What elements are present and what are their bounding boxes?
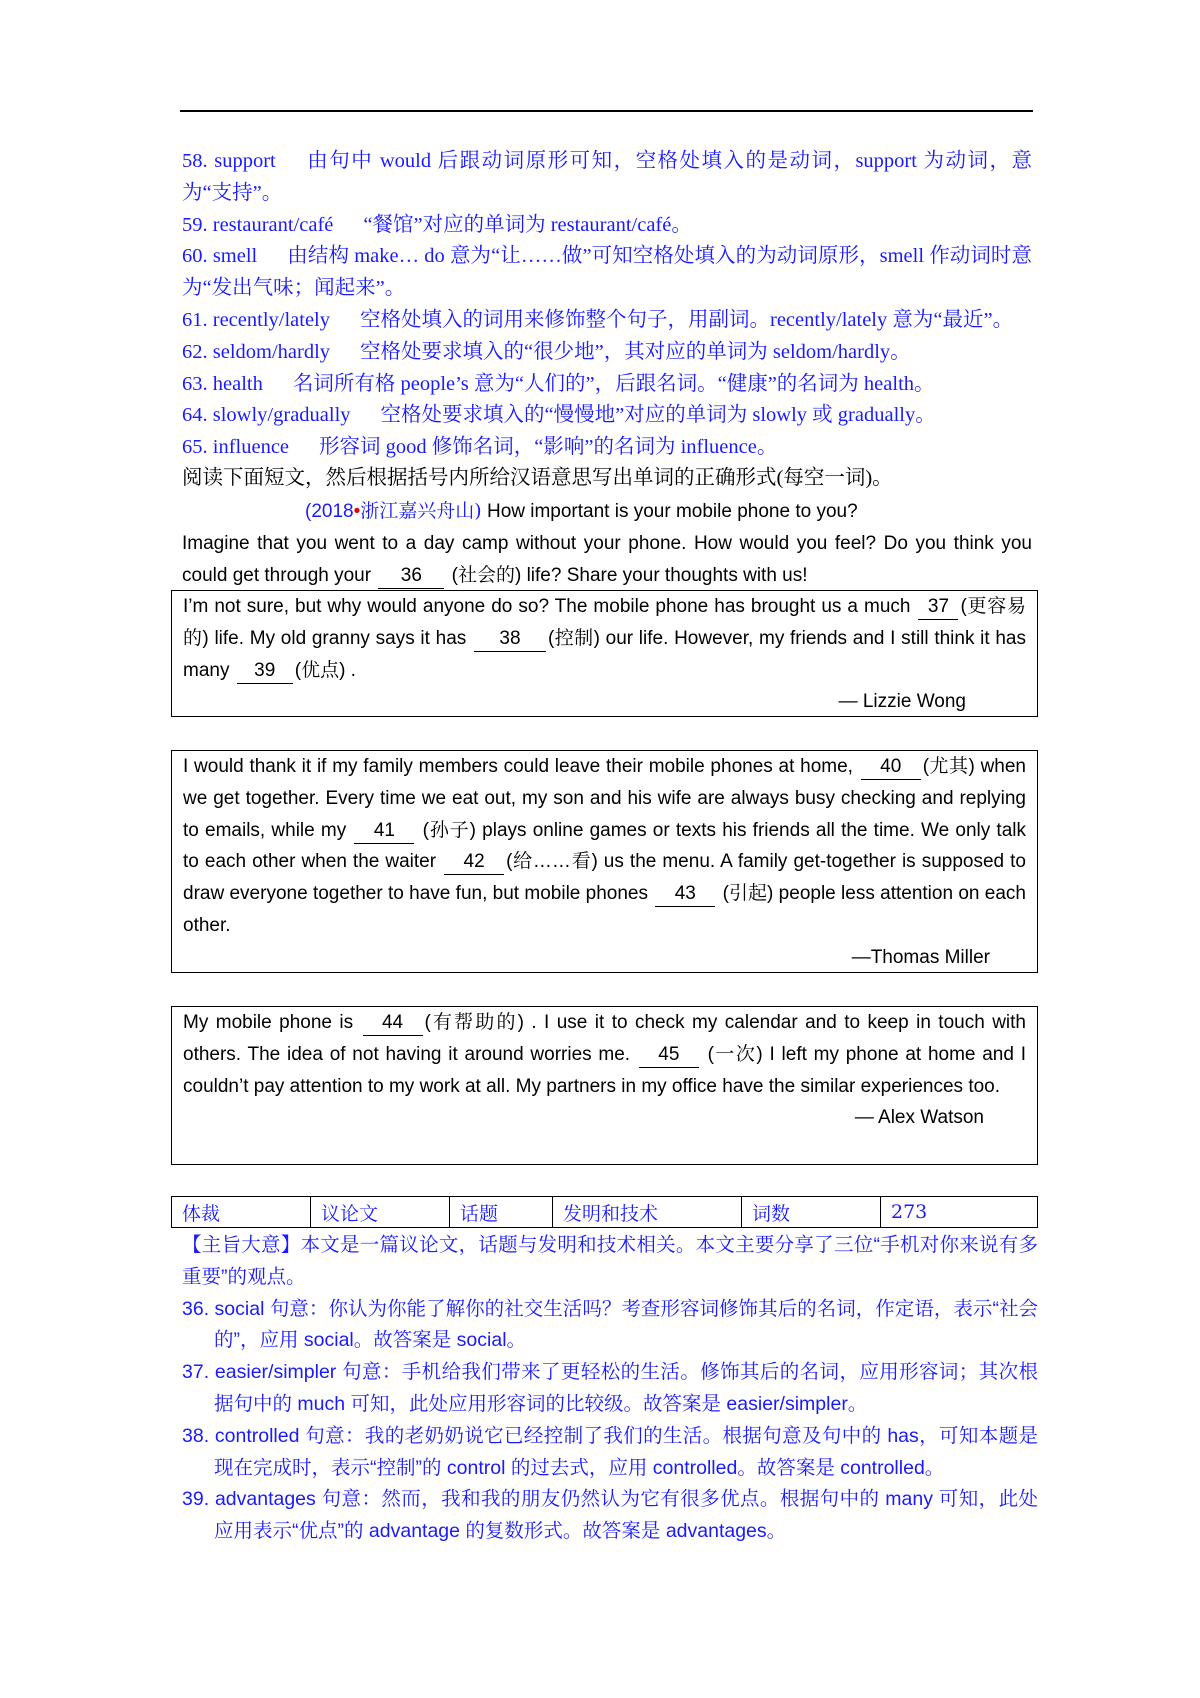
word-count-value: 273 [881, 1197, 1038, 1228]
signature: — Alex Watson [854, 1107, 984, 1129]
topic-label: 话题 [450, 1197, 553, 1228]
blank-44: 44 [363, 1011, 423, 1036]
answer-60: 60. smell 由结构 make… do 意为“让……做”可知空格处填入的为动词原形，smell 作动词时意为“发出气味；闻起来”。 [182, 245, 1032, 300]
blank-43: 43 [655, 882, 715, 907]
blank-37: 37 [918, 595, 958, 620]
genre-value: 议论文 [311, 1197, 450, 1228]
signature: — Lizzie Wong [838, 691, 966, 713]
main-idea: 【主旨大意】本文是一篇议论文，话题与发明和技术相关。本文主要分享了三位“手机对你来说有多重要”的观点。 [182, 1234, 1038, 1288]
genre-label: 体裁 [172, 1197, 311, 1228]
blank-39: 39 [237, 659, 293, 684]
answer-58: 58. support 由句中 would 后跟动词原形可知，空格处填入的是动词，support 为动词，意为“支持”。 [182, 150, 1033, 204]
passage-intro: Imagine that you went to a day camp without your phone. How would you feel? Do you think you could get through your 36 (社会的) life? Share your thoughts with us! [182, 528, 1032, 592]
opinion-text: I would thank it if my family members could leave their mobile phones at home, 40 (尤其) when we get together. Every time we eat out, my son and his wife are always busy checking and replying to emails, while my 41 (孙子) plays online games or texts his friends all the time. We only talk to each other when the waiter 42 (给……看) us the menu. A family get-together is supposed to draw everyone together to have fun, but mobile phones 43 (引起) people less attention on each other. [183, 756, 1026, 936]
table-row [172, 1197, 1038, 1228]
topic-value: 发明和技术 [553, 1197, 742, 1228]
answer-65: 65. influence 形容词 good 修饰名词，“影响”的名词为 influence。 [182, 436, 778, 459]
passage-source: (2018•浙江嘉兴舟山) [305, 500, 482, 522]
opinion-box-thomas-miller [171, 750, 1038, 973]
blank-38: 38 [474, 627, 546, 652]
answer-61: 61. recently/lately 空格处填入的词用来修饰整个句子，用副词。recently/lately 意为“最近”。 [182, 308, 1014, 331]
analysis-38: 38. controlled 句意：我的老奶奶说它已经控制了我们的生活。根据句意及句中的 has，可知本题是现在完成时，表示“控制”的 control 的过去式，应用 controlled。故答案是 controlled。 [182, 1424, 1038, 1479]
header-rule [180, 110, 1033, 112]
analysis-36: 36. social 句意：你认为你能了解你的社交生活吗？考查形容词修饰其后的名词，作定语，表示“社会的”，应用 social。故答案是 social。 [182, 1297, 1038, 1352]
opinion-box-alex-watson [171, 1006, 1038, 1165]
answer-62: 62. seldom/hardly 空格处要求填入的“很少地”，其对应的单词为 seldom/hardly。 [182, 340, 911, 363]
answer-analysis [182, 1230, 1038, 1548]
blank-41: 41 [354, 819, 414, 844]
blank-36: 36 [378, 564, 444, 589]
exercise-instruction: 阅读下面短文，然后根据括号内所给汉语意思写出单词的正确形式(每空一词)。 [182, 467, 893, 489]
opinion-text: I’m not sure, but why would anyone do so? The mobile phone has brought us a much 37 (更容易的) life. My old granny says it has 38 (控制) our life. However, my friends and I still think it has many 39 (优点) . [183, 591, 1026, 686]
analysis-39: 39. advantages 句意：然而，我和我的朋友仍然认为它有很多优点。根据句中的 many 可知，此处应用表示“优点”的 advantage 的复数形式。故答案是 advantages。 [182, 1488, 1038, 1543]
analysis-37: 37. easier/simpler 句意：手机给我们带来了更轻松的生活。修饰其后的名词，应用形容词；其次根据句中的 much 可知，此处应用形容词的比较级。故答案是 easier/simpler。 [182, 1361, 1038, 1415]
opinion-text: My mobile phone is 44 (有帮助的) . I use it to check my calendar and to keep in touch with others. The idea of not having it around worries me. 45 (一次) I left my phone at home and I couldn’t pay attention to my work at all. My partners in my office have the similar experiences too. [183, 1012, 1026, 1097]
opinion-box-lizzie-wong [171, 590, 1038, 717]
answer-59: 59. restaurant/café “餐馆”对应的单词为 restaurant/café。 [182, 213, 692, 236]
answer-64: 64. slowly/gradually 空格处要求填入的“慢慢地”对应的单词为 slowly 或 gradually。 [182, 404, 936, 427]
passage-title: (2018•浙江嘉兴舟山) How important is your mobile phone to you? [305, 500, 858, 522]
answer-63: 63. health 名词所有格 people’s 意为“人们的”，后跟名词。“健康”的名词为 health。 [182, 372, 935, 395]
blank-42: 42 [444, 850, 504, 875]
word-count-label: 词数 [742, 1197, 881, 1228]
blank-40: 40 [861, 755, 921, 780]
blank-45: 45 [639, 1043, 699, 1068]
answer-key-58-65 [182, 146, 1032, 464]
signature: —Thomas Miller [851, 946, 990, 968]
passage-info-table [171, 1196, 1038, 1228]
